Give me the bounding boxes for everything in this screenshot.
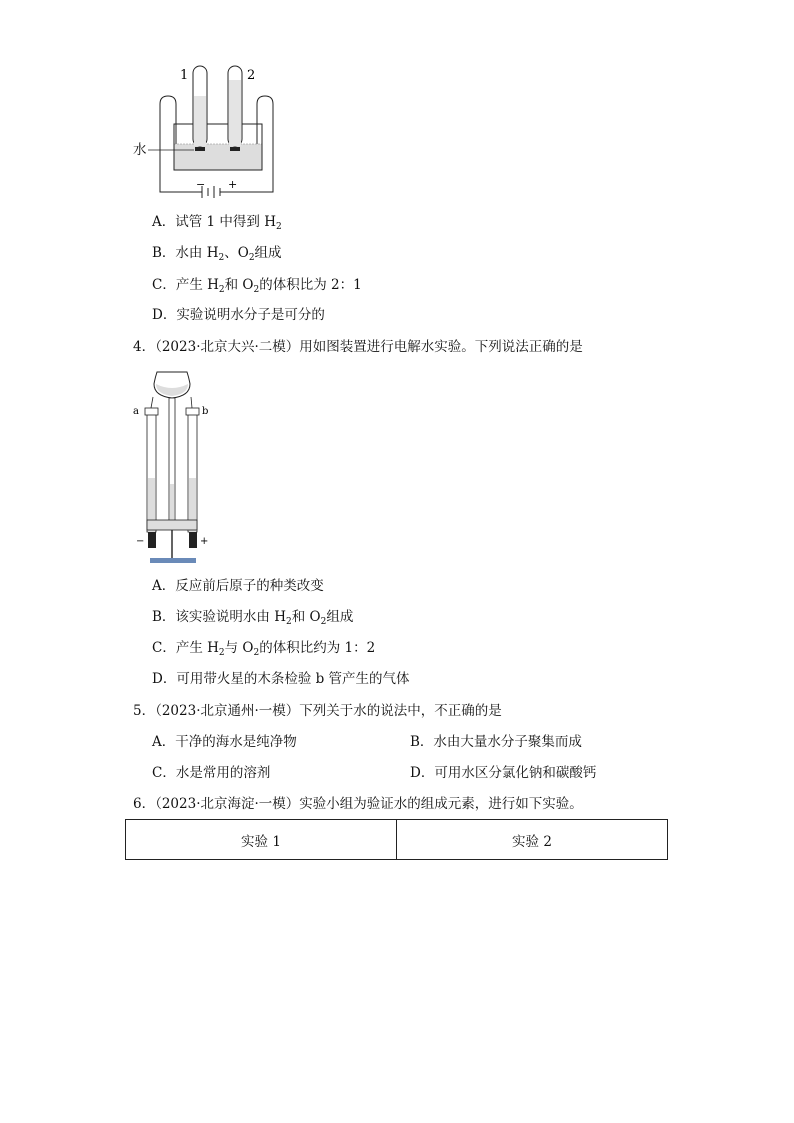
tube-2-label: 2 bbox=[247, 68, 256, 83]
table-cell-experiment-2: 实验 2 bbox=[396, 820, 667, 859]
q3-option-d[interactable]: D．实验说明水分子是可分的 bbox=[152, 307, 325, 323]
table-cell-experiment-1: 实验 1 bbox=[241, 833, 281, 850]
experiment-table bbox=[125, 819, 668, 860]
minus-label: − bbox=[196, 178, 206, 191]
tube-a-label: a bbox=[133, 406, 139, 417]
tube-b-label: b bbox=[202, 406, 209, 417]
q4-option-c[interactable]: C．产生 $H_2$与 $O_2$的体积比约为 1：2 bbox=[152, 640, 376, 658]
tube-1-label: 1 bbox=[180, 68, 189, 83]
q3-option-c[interactable]: C．产生 $H_2$和 $O_2$的体积比为 2：1 bbox=[152, 277, 362, 295]
q4-option-b[interactable]: B．该实验说明水由 $H_2$和 $O_2$组成 bbox=[152, 609, 354, 627]
q4-stem: 4．（2023·北京大兴·二模）用如图装置进行电解水实验。下列说法正确的是 bbox=[133, 339, 583, 355]
plus-label: + bbox=[228, 178, 238, 191]
q5-stem: 5．（2023·北京通州·一模）下列关于水的说法中，不正确的是 bbox=[133, 703, 502, 719]
q5-option-a[interactable]: A．干净的海水是纯净物 bbox=[152, 734, 297, 750]
q4-option-a[interactable]: A．反应前后原子的种类改变 bbox=[152, 578, 324, 594]
q4-option-d[interactable]: D．可用带火星的木条检验 b 管产生的气体 bbox=[152, 671, 410, 687]
q3-option-a[interactable]: A．试管 1 中得到 $H_2$ bbox=[152, 214, 282, 232]
q5-option-b[interactable]: B．水由大量水分子聚集而成 bbox=[410, 734, 582, 750]
q5-option-c[interactable]: C．水是常用的溶剂 bbox=[152, 765, 271, 781]
cathode-label: − bbox=[136, 536, 145, 547]
electrolysis-trough-figure bbox=[130, 60, 280, 200]
anode-label: + bbox=[200, 536, 209, 547]
water-label: 水 bbox=[133, 142, 147, 158]
q5-option-d[interactable]: D．可用水区分氯化钠和碳酸钙 bbox=[410, 765, 597, 781]
q6-stem: 6．（2023·北京海淀·一模）实验小组为验证水的组成元素，进行如下实验。 bbox=[133, 796, 583, 812]
hofmann-voltameter-figure bbox=[130, 364, 215, 564]
q3-option-b[interactable]: B．水由 $H_2$、$O_2$组成 bbox=[152, 245, 282, 263]
